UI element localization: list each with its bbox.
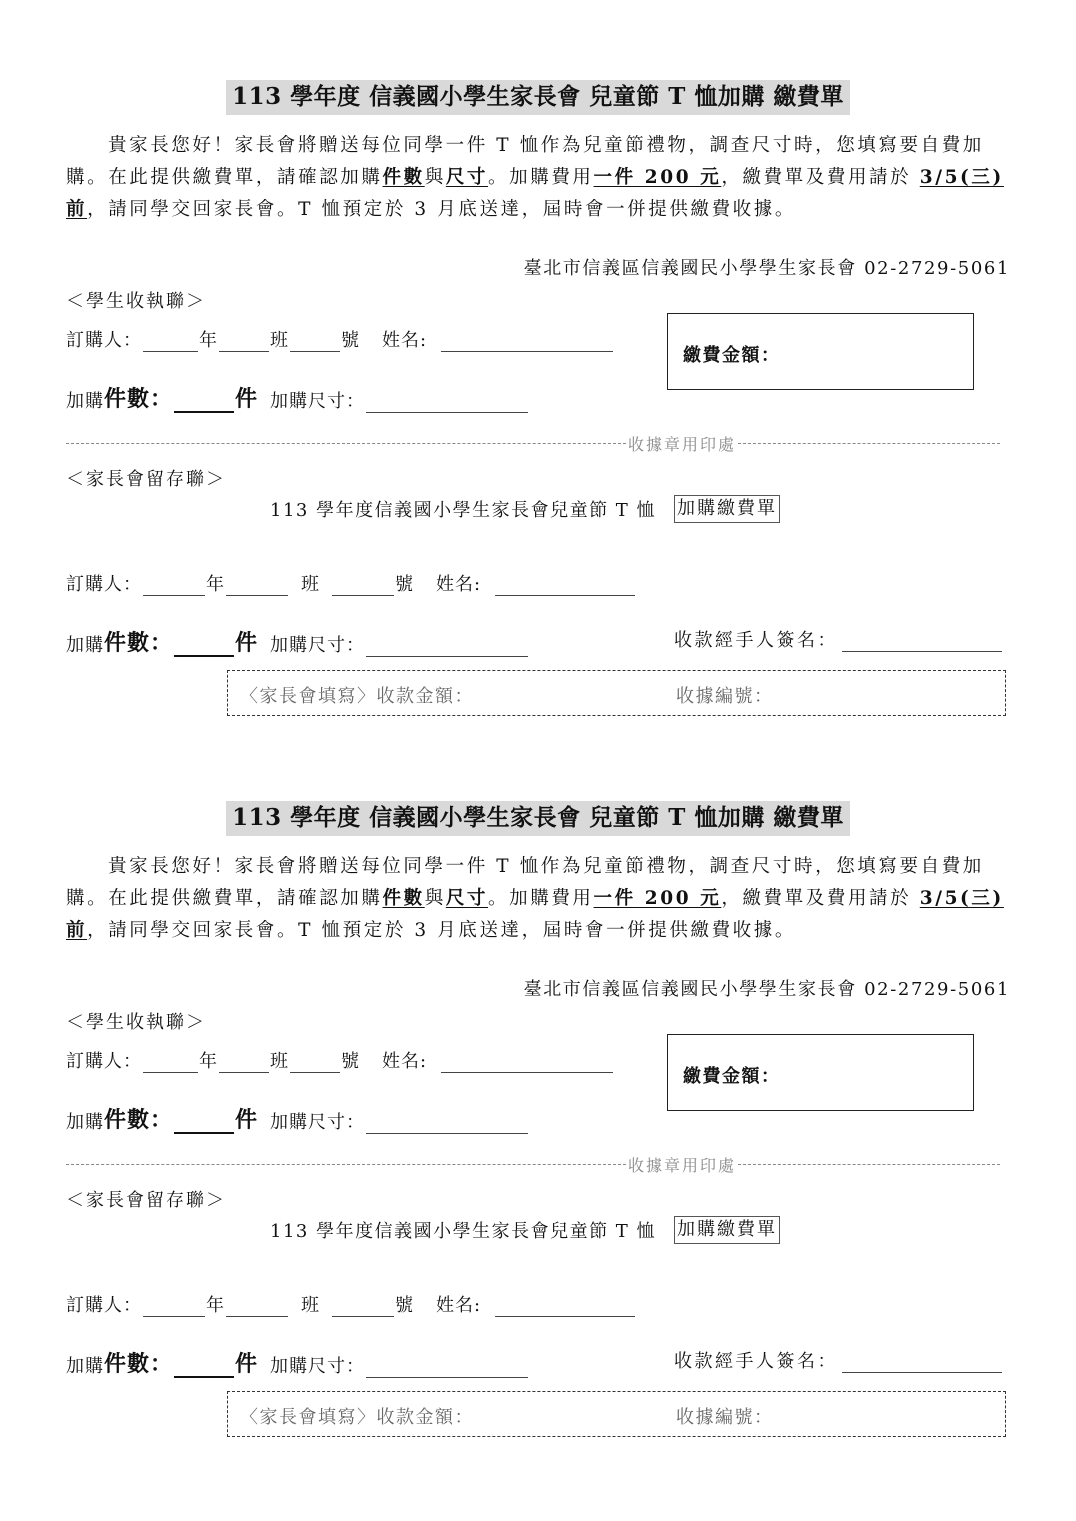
dashed-divider: [738, 443, 1000, 444]
qty-label: 件數：: [104, 630, 174, 656]
dashed-divider: [66, 1164, 626, 1165]
size-label: 加購尺寸：: [270, 1112, 366, 1133]
intro-text: 。加購費用: [488, 167, 594, 188]
cut-line: [66, 1153, 1000, 1176]
seat-number-field[interactable]: [290, 332, 340, 352]
grade-unit: 年: [199, 330, 218, 351]
seat-number-field[interactable]: [332, 1297, 394, 1317]
receipt-title-text: 113 學年度信義國小學生家長會兒童節 T 恤: [270, 500, 657, 521]
name-field[interactable]: [495, 1297, 635, 1317]
form-title: 113 學年度 信義國小學生家長會 兒童節 T 恤加購 繳費單: [226, 80, 850, 115]
payment-amount-label: 繳費金額：: [683, 345, 781, 366]
size-field[interactable]: [366, 1114, 528, 1134]
intro-text: 與: [424, 167, 446, 188]
receipt-number-label: 收據編號：: [676, 686, 774, 707]
handler-signature-label: 收款經手人簽名：: [674, 630, 838, 651]
organization-contact: 臺北市信義區信義國民小學學生家長會 02-2729-5061: [523, 979, 1010, 1000]
size-field[interactable]: [366, 637, 528, 657]
name-label: 姓名:: [382, 1051, 428, 1072]
payment-amount-label: 繳費金額：: [683, 1066, 781, 1087]
quantity-row: [66, 626, 529, 657]
intro-paragraph: [66, 130, 1006, 226]
received-amount-label: 〈家長會填寫〉收款金額：: [240, 686, 474, 707]
name-field[interactable]: [441, 332, 613, 352]
qty-prefix: 加購: [66, 1112, 104, 1133]
size-field[interactable]: [366, 393, 528, 413]
qty-prefix: 加購: [66, 391, 104, 412]
association-copy-label: ＜家長會留存聯＞: [66, 1190, 226, 1211]
receipt-title-text: 113 學年度信義國小學生家長會兒童節 T 恤: [270, 1221, 657, 1242]
emphasis-price: 一件 200 元: [593, 888, 722, 909]
handler-signature-field[interactable]: [842, 1353, 1002, 1373]
emphasis-price: 一件 200 元: [593, 167, 722, 188]
class-unit: 班: [301, 574, 320, 595]
handler-signature-row: [674, 626, 1002, 652]
qty-unit: 件: [235, 1107, 259, 1133]
buyer-row: [66, 570, 636, 596]
quantity-row: [66, 382, 529, 413]
name-label: 姓名:: [436, 574, 482, 595]
class-unit: 班: [270, 330, 289, 351]
size-field[interactable]: [366, 1358, 528, 1378]
size-label: 加購尺寸：: [270, 635, 366, 656]
emphasis-size: 尺寸: [445, 888, 489, 909]
buyer-row: [66, 1291, 636, 1317]
form-title: 113 學年度 信義國小學生家長會 兒童節 T 恤加購 繳費單: [226, 801, 850, 836]
association-fill-box: [227, 670, 1006, 716]
grade-unit: 年: [206, 574, 225, 595]
intro-text: ，繳費單及費用請於: [721, 167, 920, 188]
quantity-row: [66, 1347, 529, 1378]
cut-line: [66, 432, 1000, 455]
intro-text: ，請同學交回家長會。T 恤預定於 3 月底送達，屆時會一併提供繳費收據。: [87, 920, 796, 941]
receipt-number-label: 收據編號：: [676, 1407, 774, 1428]
organization-contact: 臺北市信義區信義國民小學學生家長會 02-2729-5061: [523, 258, 1010, 279]
quantity-field[interactable]: [174, 637, 234, 657]
name-label: 姓名:: [382, 330, 428, 351]
buyer-row: [66, 1047, 614, 1073]
intro-paragraph: [66, 851, 1006, 947]
grade-field[interactable]: [143, 1053, 198, 1073]
emphasis-size: 尺寸: [445, 167, 489, 188]
grade-unit: 年: [199, 1051, 218, 1072]
emphasis-quantity: 件數: [382, 888, 425, 909]
receipt-title-boxed: 加購繳費單: [674, 495, 780, 523]
intro-text: ，請同學交回家長會。T 恤預定於 3 月底送達，屆時會一併提供繳費收據。: [87, 199, 796, 220]
receipt-title: [270, 1216, 780, 1244]
qty-unit: 件: [235, 630, 259, 656]
stamp-area-label: 收據章用印處: [628, 435, 737, 454]
association-copy-label: ＜家長會留存聯＞: [66, 469, 226, 490]
association-fill-box: [227, 1391, 1006, 1437]
qty-label: 件數：: [104, 1351, 174, 1377]
seat-number-field[interactable]: [332, 576, 394, 596]
title-wrap: [0, 801, 1076, 836]
class-unit: 班: [301, 1295, 320, 1316]
class-field[interactable]: [226, 1297, 288, 1317]
grade-field[interactable]: [143, 1297, 205, 1317]
qty-unit: 件: [235, 386, 259, 412]
grade-unit: 年: [206, 1295, 225, 1316]
dashed-divider: [738, 1164, 1000, 1165]
student-copy-label: ＜學生收執聯＞: [66, 1012, 206, 1033]
qty-prefix: 加購: [66, 635, 104, 656]
quantity-row: [66, 1103, 529, 1134]
dashed-divider: [66, 443, 626, 444]
name-field[interactable]: [495, 576, 635, 596]
name-label: 姓名:: [436, 1295, 482, 1316]
class-unit: 班: [270, 1051, 289, 1072]
number-unit: 號: [395, 1295, 414, 1316]
size-label: 加購尺寸：: [270, 1356, 366, 1377]
payment-form-copy-1: [0, 0, 1076, 720]
grade-field[interactable]: [143, 332, 198, 352]
class-field[interactable]: [219, 332, 269, 352]
qty-prefix: 加購: [66, 1356, 104, 1377]
intro-text: 貴家長您好！家長會將贈送每位同學一件 T 恤作為兒童節禮物，調查尺寸時，您填寫要自費加購。在此提供繳費單，請確認加購: [66, 856, 984, 909]
qty-unit: 件: [235, 1351, 259, 1377]
title-wrap: [0, 80, 1076, 115]
intro-text: 與: [424, 888, 446, 909]
stamp-area-label: 收據章用印處: [628, 1156, 737, 1175]
buyer-row: [66, 326, 614, 352]
number-unit: 號: [341, 330, 360, 351]
payment-amount-box[interactable]: [667, 313, 974, 390]
quantity-field[interactable]: [174, 1114, 234, 1134]
payment-amount-box[interactable]: [667, 1034, 974, 1111]
payment-form-copy-2: [0, 721, 1076, 1441]
size-label: 加購尺寸：: [270, 391, 366, 412]
handler-signature-row: [674, 1347, 1002, 1373]
received-amount-label: 〈家長會填寫〉收款金額：: [240, 1407, 474, 1428]
handler-signature-field[interactable]: [842, 632, 1002, 652]
number-unit: 號: [341, 1051, 360, 1072]
class-field[interactable]: [219, 1053, 269, 1073]
buyer-label: 訂購人：: [66, 1295, 142, 1316]
seat-number-field[interactable]: [290, 1053, 340, 1073]
grade-field[interactable]: [143, 576, 205, 596]
student-copy-label: ＜學生收執聯＞: [66, 291, 206, 312]
number-unit: 號: [395, 574, 414, 595]
buyer-label: 訂購人：: [66, 330, 142, 351]
intro-text: 貴家長您好！家長會將贈送每位同學一件 T 恤作為兒童節禮物，調查尺寸時，您填寫要自費加購。在此提供繳費單，請確認加購: [66, 135, 984, 188]
handler-signature-label: 收款經手人簽名：: [674, 1351, 838, 1372]
emphasis-deadline: 3/5(三)前: [66, 888, 1004, 941]
intro-text: ，繳費單及費用請於: [721, 888, 920, 909]
emphasis-deadline: 3/5(三)前: [66, 167, 1004, 220]
intro-text: 。加購費用: [488, 888, 594, 909]
buyer-label: 訂購人：: [66, 574, 142, 595]
receipt-title-boxed: 加購繳費單: [674, 1216, 780, 1244]
name-field[interactable]: [441, 1053, 613, 1073]
qty-label: 件數：: [104, 1107, 174, 1133]
quantity-field[interactable]: [174, 393, 234, 413]
class-field[interactable]: [226, 576, 288, 596]
receipt-title: [270, 495, 780, 523]
qty-label: 件數：: [104, 386, 174, 412]
emphasis-quantity: 件數: [382, 167, 425, 188]
quantity-field[interactable]: [174, 1358, 234, 1378]
buyer-label: 訂購人：: [66, 1051, 142, 1072]
